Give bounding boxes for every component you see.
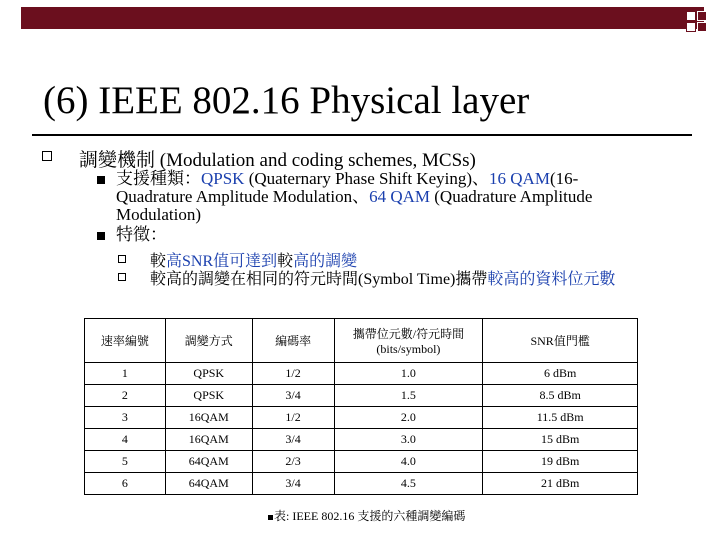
slide-title: (6) IEEE 802.16 Physical layer [43, 79, 530, 122]
caption-bullet-icon [268, 515, 273, 520]
bullet-mcs [79, 145, 476, 172]
feature-bits: 較高的調變在相同的符元時間(Symbol Time)攜帶較高的資料位元數 [150, 271, 616, 288]
table-row: 3 16QAM 1/2 2.0 11.5 dBm [85, 407, 638, 429]
bullet-mcs-en: (Modulation and coding schemes, MCSs) [155, 150, 476, 171]
table-row: 2 QPSK 3/4 1.5 8.5 dBm [85, 385, 638, 407]
col-snr-threshold: SNR值門檻 [483, 319, 638, 363]
banner-square-icon [686, 22, 696, 32]
table-row: 4 16QAM 3/4 3.0 15 dBm [85, 429, 638, 451]
hollow-square-bullet-icon [118, 273, 126, 281]
square-bullet-icon [97, 176, 105, 184]
mcs-table [84, 318, 638, 495]
feature-snr: 較高SNR值可達到較高的調變 [150, 253, 358, 270]
col-modulation: 調變方式 [165, 319, 252, 363]
col-rate-id: 速率編號 [85, 319, 166, 363]
bullet-support-types [116, 170, 592, 224]
table-header-row [85, 319, 638, 363]
qam16-highlight: 16 QAM [489, 169, 550, 188]
bullet-features: 特徵： [116, 225, 167, 244]
top-banner [21, 7, 704, 29]
banner-square-icon [697, 22, 707, 32]
qam64-highlight: 64 QAM [369, 187, 430, 206]
col-bits-per-symbol: 攜帶位元數/符元時間 (bits/symbol) [334, 319, 483, 363]
banner-square-icon [686, 11, 696, 21]
bullet-mcs-cn: 調變機制 [79, 150, 156, 171]
qpsk-highlight: QPSK [201, 169, 245, 188]
hollow-square-bullet-icon [42, 151, 52, 161]
banner-square-icon [697, 11, 707, 21]
support-line-1: 支援種類：QPSK (Quaternary Phase Shift Keying)、16 QAM(16- [116, 169, 579, 188]
table-row: 6 64QAM 3/4 4.5 21 dBm [85, 473, 638, 495]
table-row: 1 QPSK 1/2 1.0 6 dBm [85, 363, 638, 385]
support-line-2: Quadrature Amplitude Modulation、64 QAM (Quadrature Amplitude [116, 187, 593, 206]
square-bullet-icon [97, 232, 105, 240]
col-coding-rate: 編碼率 [252, 319, 334, 363]
title-divider [32, 134, 692, 136]
support-line-3: Modulation) [116, 205, 201, 224]
hollow-square-bullet-icon [118, 255, 126, 263]
table-caption: 表: IEEE 802.16 支援的六種調變編碼 [268, 507, 465, 524]
table-row: 5 64QAM 2/3 4.0 19 dBm [85, 451, 638, 473]
